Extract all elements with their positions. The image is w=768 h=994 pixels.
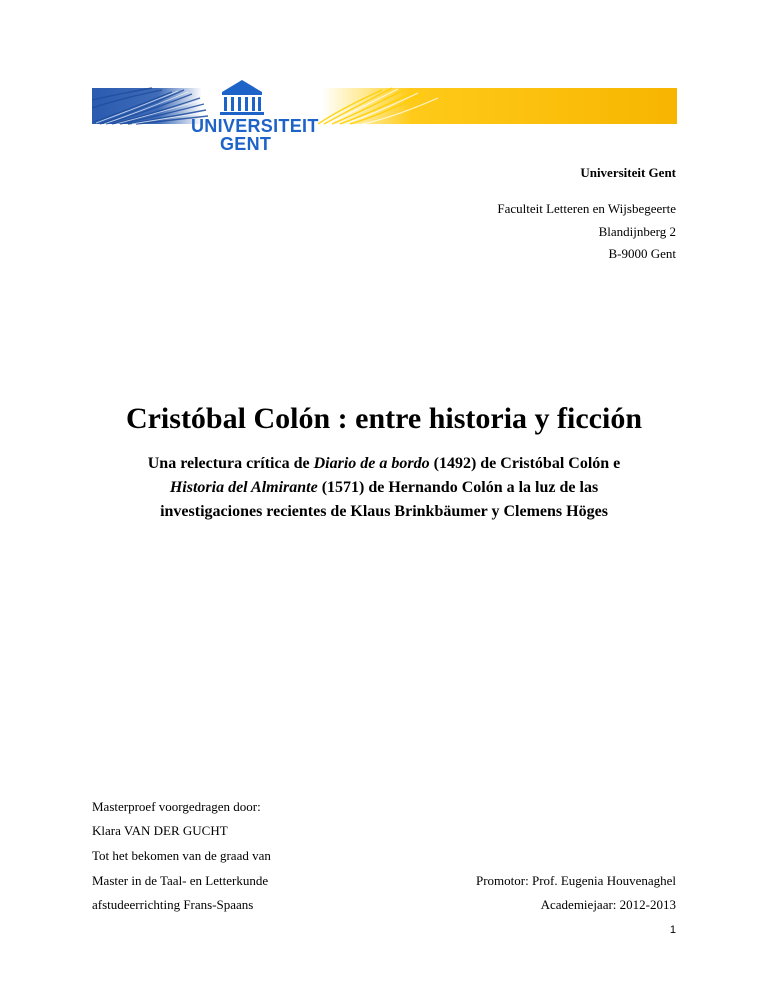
academic-year: Academiejaar: 2012-2013	[540, 897, 676, 912]
logo-wordmark-line2: GENT	[220, 134, 272, 154]
author-name: Klara VAN DER GUCHT	[92, 823, 228, 838]
page-number: 1	[669, 924, 676, 936]
subtitle-part3: (1571) de Hernando Colón a la luz de las	[317, 479, 599, 496]
university-banner	[92, 78, 677, 158]
logo-wordmark-line1: UNIVERSITEIT	[191, 116, 319, 136]
degree-intro: Tot het bekomen van de graad van	[92, 848, 271, 863]
university-building-icon	[220, 80, 264, 115]
subtitle-part2: (1492) de Cristóbal Colón e	[429, 455, 621, 472]
address-city: B-9000 Gent	[608, 246, 676, 261]
subtitle-work1: Diario de a bordo	[313, 455, 430, 472]
address-faculty: Faculteit Letteren en Wijsbegeerte	[497, 201, 676, 216]
submitted-by-label: Masterproef voorgedragen door:	[92, 799, 261, 814]
degree-track: afstudeerrichting Frans-Spaans	[92, 897, 254, 912]
subtitle-work2: Historia del Almirante	[169, 479, 318, 496]
address-street: Blandijnberg 2	[598, 224, 676, 239]
promotor: Promotor: Prof. Eugenia Houvenaghel	[475, 873, 676, 888]
thesis-subtitle	[90, 452, 678, 524]
subtitle-part1: Una relectura crítica de	[147, 455, 314, 472]
degree-name: Master in de Taal- en Letterkunde	[92, 873, 269, 888]
address-university: Universiteit Gent	[580, 165, 676, 180]
thesis-title: Cristóbal Colón : entre historia y ficción	[125, 402, 643, 435]
subtitle-line3: investigaciones recientes de Klaus Brinkbäumer y Clemens Höges	[160, 503, 608, 520]
